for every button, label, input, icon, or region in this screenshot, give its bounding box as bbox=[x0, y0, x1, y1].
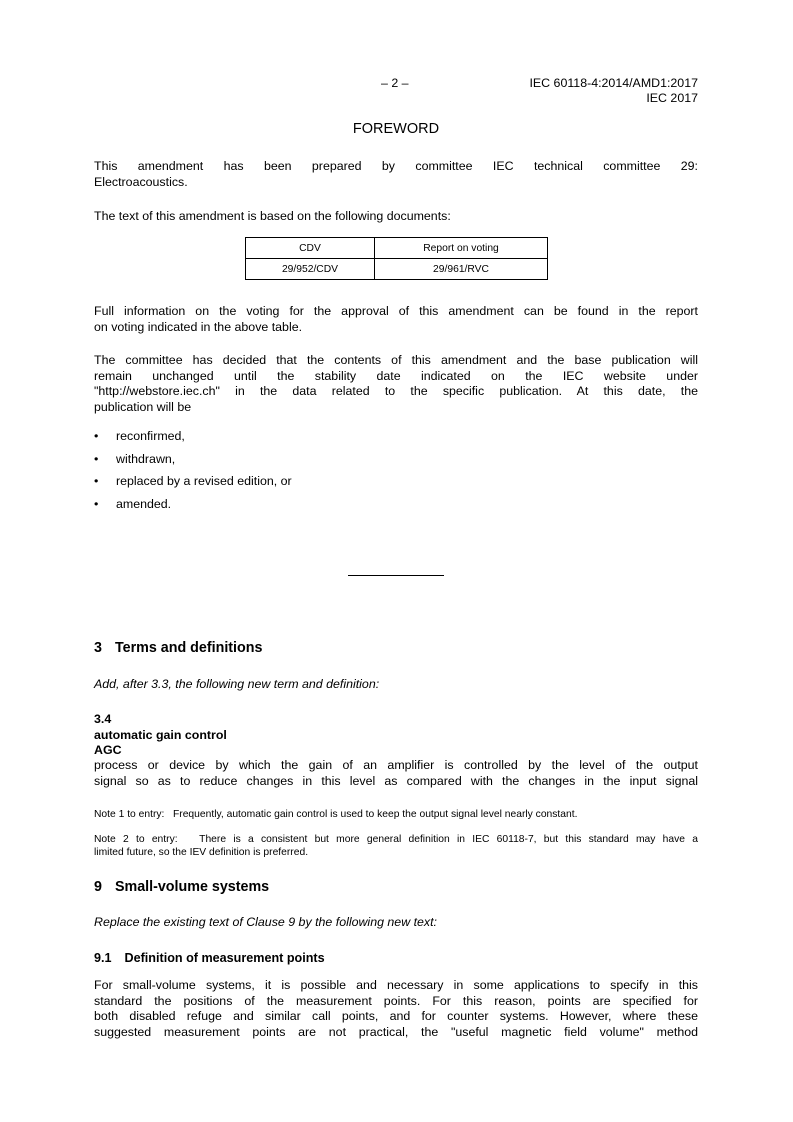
list-item-text: reconfirmed, bbox=[116, 429, 185, 443]
table-row bbox=[246, 259, 548, 280]
foreword-p3-line1: Full information on the voting for the approval of this amendment can be found in the report bbox=[94, 304, 698, 318]
section-9-heading bbox=[94, 879, 269, 895]
foreword-p4-line3: "http://webstore.iec.ch" in the data related to the specific publication. At this date, the bbox=[94, 384, 698, 398]
foreword-paragraph-1 bbox=[94, 159, 698, 190]
foreword-p4-line2: remain unchanged until the stability date indicated on the IEC website under bbox=[94, 368, 698, 383]
term-definition bbox=[94, 758, 698, 789]
bullet-icon: • bbox=[94, 451, 99, 466]
foreword-title: FOREWORD bbox=[352, 121, 440, 137]
section-divider bbox=[348, 575, 444, 576]
section-3-instruction: Add, after 3.3, the following new term and definition: bbox=[94, 677, 380, 691]
foreword-paragraph-3 bbox=[94, 304, 698, 335]
list-item-text: amended. bbox=[116, 497, 172, 512]
subsection-9-1-number: 9.1 bbox=[94, 951, 112, 965]
note-1: Note 1 to entry: Frequently, automatic gain control is used to keep the output signal level nearly constant. bbox=[94, 809, 578, 820]
subsection-9-1-line2: standard the positions of the measurement points. For this reason, points are specified for bbox=[94, 993, 698, 1008]
foreword-p3-line2: on voting indicated in the above table. bbox=[94, 319, 303, 334]
section-9-instruction: Replace the existing text of Clause 9 by the following new text: bbox=[94, 915, 437, 929]
subsection-9-1-line3: both disabled refuge and similar call points, and for counter systems. However, where these bbox=[94, 1009, 698, 1023]
section-9-number: 9 bbox=[94, 879, 102, 895]
subsection-9-1-title: Definition of measurement points bbox=[124, 951, 325, 965]
subsection-9-1-paragraph bbox=[94, 978, 698, 1040]
subsection-9-1-heading bbox=[94, 951, 325, 965]
bullet-icon: • bbox=[94, 497, 99, 512]
table-cell-cdv: 29/952/CDV bbox=[246, 259, 375, 280]
section-3-title: Terms and definitions bbox=[114, 640, 263, 656]
document-id-line1: IEC 60118-4:2014/AMD1:2017 bbox=[529, 76, 698, 90]
section-3-heading bbox=[94, 640, 262, 656]
voting-documents-table bbox=[245, 237, 548, 280]
term-entry bbox=[94, 712, 227, 759]
subsection-9-1-line1: For small-volume systems, it is possible and necessary in some applications to specify in this bbox=[94, 978, 698, 992]
page-number: – 2 – bbox=[381, 76, 409, 90]
foreword-paragraph-2: The text of this amendment is based on the following documents: bbox=[94, 209, 451, 223]
document-id bbox=[480, 76, 698, 106]
section-9-title: Small-volume systems bbox=[114, 879, 270, 895]
list-item-text: replaced by a revised edition, or bbox=[116, 474, 292, 489]
section-3-number: 3 bbox=[94, 640, 102, 656]
term-definition-line1: process or device by which the gain of an amplifier is controlled by the level of the output bbox=[94, 758, 698, 772]
term-number: 3.4 bbox=[94, 712, 112, 726]
note-2-line1: Note 2 to entry: There is a consistent but more general definition in IEC 60118-7, but this standard may have a bbox=[94, 834, 698, 845]
note-2 bbox=[94, 833, 698, 859]
table-cell-rvc: 29/961/RVC bbox=[375, 259, 548, 280]
table-header-row bbox=[246, 238, 548, 259]
foreword-paragraph-4 bbox=[94, 353, 698, 415]
note-2-line2: limited future, so the IEV definition is preferred. bbox=[94, 847, 309, 858]
bullet-icon: • bbox=[94, 429, 99, 443]
foreword-p1-line2: Electroacoustics. bbox=[94, 174, 188, 189]
foreword-p4-line1: The committee has decided that the contents of this amendment and the base publication will bbox=[94, 353, 698, 367]
term-name: automatic gain control bbox=[94, 727, 227, 742]
subsection-9-1-line4: suggested measurement points are not practical, the "useful magnetic field volume" method bbox=[94, 1024, 698, 1039]
list-item-text: withdrawn, bbox=[116, 451, 176, 466]
bullet-icon: • bbox=[94, 474, 99, 489]
document-id-line2: IEC 2017 bbox=[646, 91, 698, 105]
foreword-p1-line1: This amendment has been prepared by committee IEC technical committee 29: bbox=[94, 159, 698, 173]
term-definition-line2: signal so as to reduce changes in this level as compared with the changes in the input signal bbox=[94, 773, 698, 788]
table-header-cdv: CDV bbox=[246, 238, 375, 259]
term-abbreviation: AGC bbox=[94, 743, 122, 757]
table-header-report-on-voting: Report on voting bbox=[375, 238, 548, 259]
foreword-p4-line4: publication will be bbox=[94, 399, 192, 414]
